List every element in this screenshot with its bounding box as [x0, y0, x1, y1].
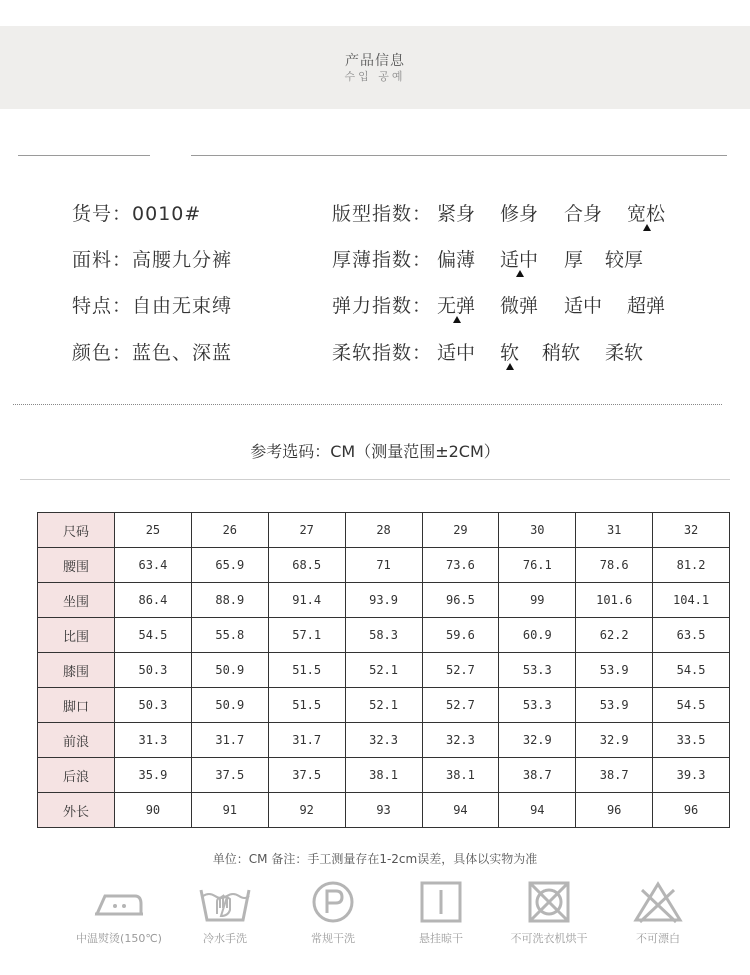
- no-bleach-icon: [632, 880, 684, 924]
- option-softness-2: 稍软: [542, 342, 581, 364]
- header-label-cell: 尺码: [38, 513, 115, 548]
- info-value: 蓝色、深蓝: [132, 342, 233, 364]
- hand-wash-icon: [197, 880, 253, 924]
- table-header-row: [38, 513, 730, 548]
- care-item-iron: [64, 880, 174, 946]
- table-row: [38, 723, 730, 758]
- divider-left: [18, 155, 150, 156]
- option-fit-0: 紧身: [437, 203, 476, 225]
- option-thickness-3: 较厚: [605, 249, 644, 271]
- care-label: 不可洗衣机烘干: [510, 932, 588, 945]
- measurement-cell: 50.9: [191, 688, 268, 723]
- row-label-cell: 膝围: [38, 653, 115, 688]
- measurement-cell: 63.4: [115, 548, 192, 583]
- measurement-cell: 86.4: [115, 583, 192, 618]
- size-cell: 31: [576, 513, 653, 548]
- size-chart-title: 参考选码：CM（测量范围±2CM）: [250, 442, 500, 461]
- row-label-cell: 前浪: [38, 723, 115, 758]
- measurement-cell: 38.7: [576, 758, 653, 793]
- measurement-cell: 52.1: [345, 688, 422, 723]
- measurement-cell: 93.9: [345, 583, 422, 618]
- measurement-cell: 53.9: [576, 688, 653, 723]
- size-cell: 32: [653, 513, 730, 548]
- care-label: 悬挂晾干: [419, 932, 463, 945]
- option-elasticity-2: 适中: [564, 295, 603, 317]
- option-fit-2: 合身: [564, 203, 603, 225]
- measurement-cell: 93: [345, 793, 422, 828]
- option-elasticity-3: 超弹: [627, 295, 666, 317]
- info-label: 颜色: [72, 342, 113, 364]
- row-label-cell: 坐围: [38, 583, 115, 618]
- measurement-cell: 37.5: [268, 758, 345, 793]
- info-value: 自由无束缚: [132, 295, 233, 317]
- measurement-cell: 91: [191, 793, 268, 828]
- measurement-cell: 71: [345, 548, 422, 583]
- option-thickness-2: 厚: [564, 249, 584, 271]
- measurement-cell: 31.7: [268, 723, 345, 758]
- measurement-cell: 99: [499, 583, 576, 618]
- option-elasticity-1: 微弹: [500, 295, 539, 317]
- option-fit-1: 修身: [500, 203, 539, 225]
- measurement-cell: 37.5: [191, 758, 268, 793]
- table-row: [38, 758, 730, 793]
- measurement-cell: 81.2: [653, 548, 730, 583]
- measurement-cell: 68.5: [268, 548, 345, 583]
- measurement-cell: 38.1: [422, 758, 499, 793]
- measurement-cell: 73.6: [422, 548, 499, 583]
- row-label-cell: 外长: [38, 793, 115, 828]
- header-band: [0, 26, 750, 109]
- measurement-cell: 31.3: [115, 723, 192, 758]
- measurement-cell: 96: [653, 793, 730, 828]
- size-cell: 27: [268, 513, 345, 548]
- option-softness-0: 适中: [437, 342, 476, 364]
- row-label-cell: 腰围: [38, 548, 115, 583]
- measurement-cell: 91.4: [268, 583, 345, 618]
- measurement-cell: 60.9: [499, 618, 576, 653]
- measurement-cell: 65.9: [191, 548, 268, 583]
- size-cell: 26: [191, 513, 268, 548]
- index-label-softness: 柔软指数：: [332, 342, 433, 364]
- measurement-cell: 96: [576, 793, 653, 828]
- measurement-cell: 96.5: [422, 583, 499, 618]
- table-row: [38, 583, 730, 618]
- size-cell: 30: [499, 513, 576, 548]
- measurement-cell: 50.3: [115, 688, 192, 723]
- size-cell: 28: [345, 513, 422, 548]
- care-label: 中温熨烫(150℃): [76, 932, 162, 945]
- info-label: 特点: [72, 295, 113, 317]
- measurement-cell: 53.3: [499, 688, 576, 723]
- measurement-cell: 32.9: [499, 723, 576, 758]
- info-value: 高腰九分裤: [132, 249, 233, 271]
- selected-marker-fit: [643, 224, 651, 231]
- care-label: 常规干洗: [311, 932, 355, 945]
- measurement-cell: 92: [268, 793, 345, 828]
- option-thickness-0: 偏薄: [437, 249, 476, 271]
- measurement-cell: 50.9: [191, 653, 268, 688]
- info-item-feature: 特点：自由无束缚: [72, 295, 233, 317]
- measurement-cell: 32.3: [345, 723, 422, 758]
- option-thickness-1: 适中: [500, 249, 539, 271]
- measurement-cell: 54.5: [115, 618, 192, 653]
- info-item-color: 颜色：蓝色、深蓝: [72, 342, 233, 364]
- measurement-cell: 50.3: [115, 653, 192, 688]
- care-label: 不可漂白: [636, 932, 680, 945]
- option-softness-1: 软: [500, 342, 520, 364]
- table-row: [38, 688, 730, 723]
- care-item-dry-clean: [278, 880, 388, 946]
- measurement-cell: 51.5: [268, 653, 345, 688]
- selected-marker-thickness: [516, 270, 524, 277]
- option-fit-3: 宽松: [627, 203, 666, 225]
- measurement-cell: 31.7: [191, 723, 268, 758]
- measurement-cell: 33.5: [653, 723, 730, 758]
- measurement-cell: 52.7: [422, 688, 499, 723]
- size-chart-rule: [20, 479, 730, 480]
- info-item-fabric: 面料：高腰九分裤: [72, 249, 233, 271]
- measurement-cell: 101.6: [576, 583, 653, 618]
- care-label: 冷水手洗: [203, 932, 247, 945]
- measurement-cell: 94: [499, 793, 576, 828]
- table-row: [38, 548, 730, 583]
- measurement-cell: 57.1: [268, 618, 345, 653]
- info-item-sku: 货号：0010#: [72, 203, 202, 225]
- measurement-cell: 53.9: [576, 653, 653, 688]
- measurement-cell: 54.5: [653, 653, 730, 688]
- measurement-cell: 39.3: [653, 758, 730, 793]
- dry-clean-icon: [309, 880, 357, 924]
- measurement-cell: 58.3: [345, 618, 422, 653]
- measurement-cell: 55.8: [191, 618, 268, 653]
- measurement-cell: 32.3: [422, 723, 499, 758]
- table-row: [38, 618, 730, 653]
- measurement-cell: 38.1: [345, 758, 422, 793]
- measurement-cell: 59.6: [422, 618, 499, 653]
- header-title: 产品信息: [345, 53, 405, 69]
- row-label-cell: 后浪: [38, 758, 115, 793]
- size-cell: 25: [115, 513, 192, 548]
- index-label-elasticity: 弹力指数：: [332, 295, 433, 317]
- care-item-hang-dry: [386, 880, 496, 946]
- table-row: [38, 793, 730, 828]
- size-cell: 29: [422, 513, 499, 548]
- no-tumble-dry-icon: [525, 880, 573, 924]
- measurement-cell: 62.2: [576, 618, 653, 653]
- table-row: [38, 653, 730, 688]
- info-label: 面料: [72, 249, 113, 271]
- care-item-no-tumble-dry: [494, 880, 604, 946]
- info-label: 货号: [72, 203, 113, 225]
- index-label-fit: 版型指数：: [332, 203, 433, 225]
- dotted-separator: [13, 404, 722, 405]
- measurement-cell: 32.9: [576, 723, 653, 758]
- hang-dry-icon: [417, 880, 465, 924]
- measurement-cell: 52.1: [345, 653, 422, 688]
- index-label-thickness: 厚薄指数：: [332, 249, 433, 271]
- option-softness-3: 柔软: [605, 342, 644, 364]
- selected-marker-elasticity: [453, 316, 461, 323]
- measurement-cell: 53.3: [499, 653, 576, 688]
- row-label-cell: 比围: [38, 618, 115, 653]
- measurement-cell: 52.7: [422, 653, 499, 688]
- measurement-cell: 88.9: [191, 583, 268, 618]
- measurement-cell: 38.7: [499, 758, 576, 793]
- measurement-cell: 63.5: [653, 618, 730, 653]
- selected-marker-softness: [506, 363, 514, 370]
- care-item-no-bleach: [603, 880, 713, 946]
- divider-right: [191, 155, 727, 156]
- care-item-hand-wash: [170, 880, 280, 946]
- measurement-cell: 94: [422, 793, 499, 828]
- measurement-cell: 76.1: [499, 548, 576, 583]
- measurement-cell: 54.5: [653, 688, 730, 723]
- option-elasticity-0: 无弹: [437, 295, 476, 317]
- size-table: [37, 512, 730, 828]
- measurement-cell: 104.1: [653, 583, 730, 618]
- measurement-cell: 51.5: [268, 688, 345, 723]
- measurement-cell: 35.9: [115, 758, 192, 793]
- iron-icon: [91, 880, 147, 924]
- header-subtitle: 수입 공예: [344, 70, 406, 83]
- row-label-cell: 脚口: [38, 688, 115, 723]
- measurement-cell: 78.6: [576, 548, 653, 583]
- info-value: 0010#: [132, 203, 202, 225]
- measurement-cell: 90: [115, 793, 192, 828]
- measurement-note: 单位：CM 备注：手工测量存在1-2cm误差，具体以实物为准: [212, 852, 538, 866]
